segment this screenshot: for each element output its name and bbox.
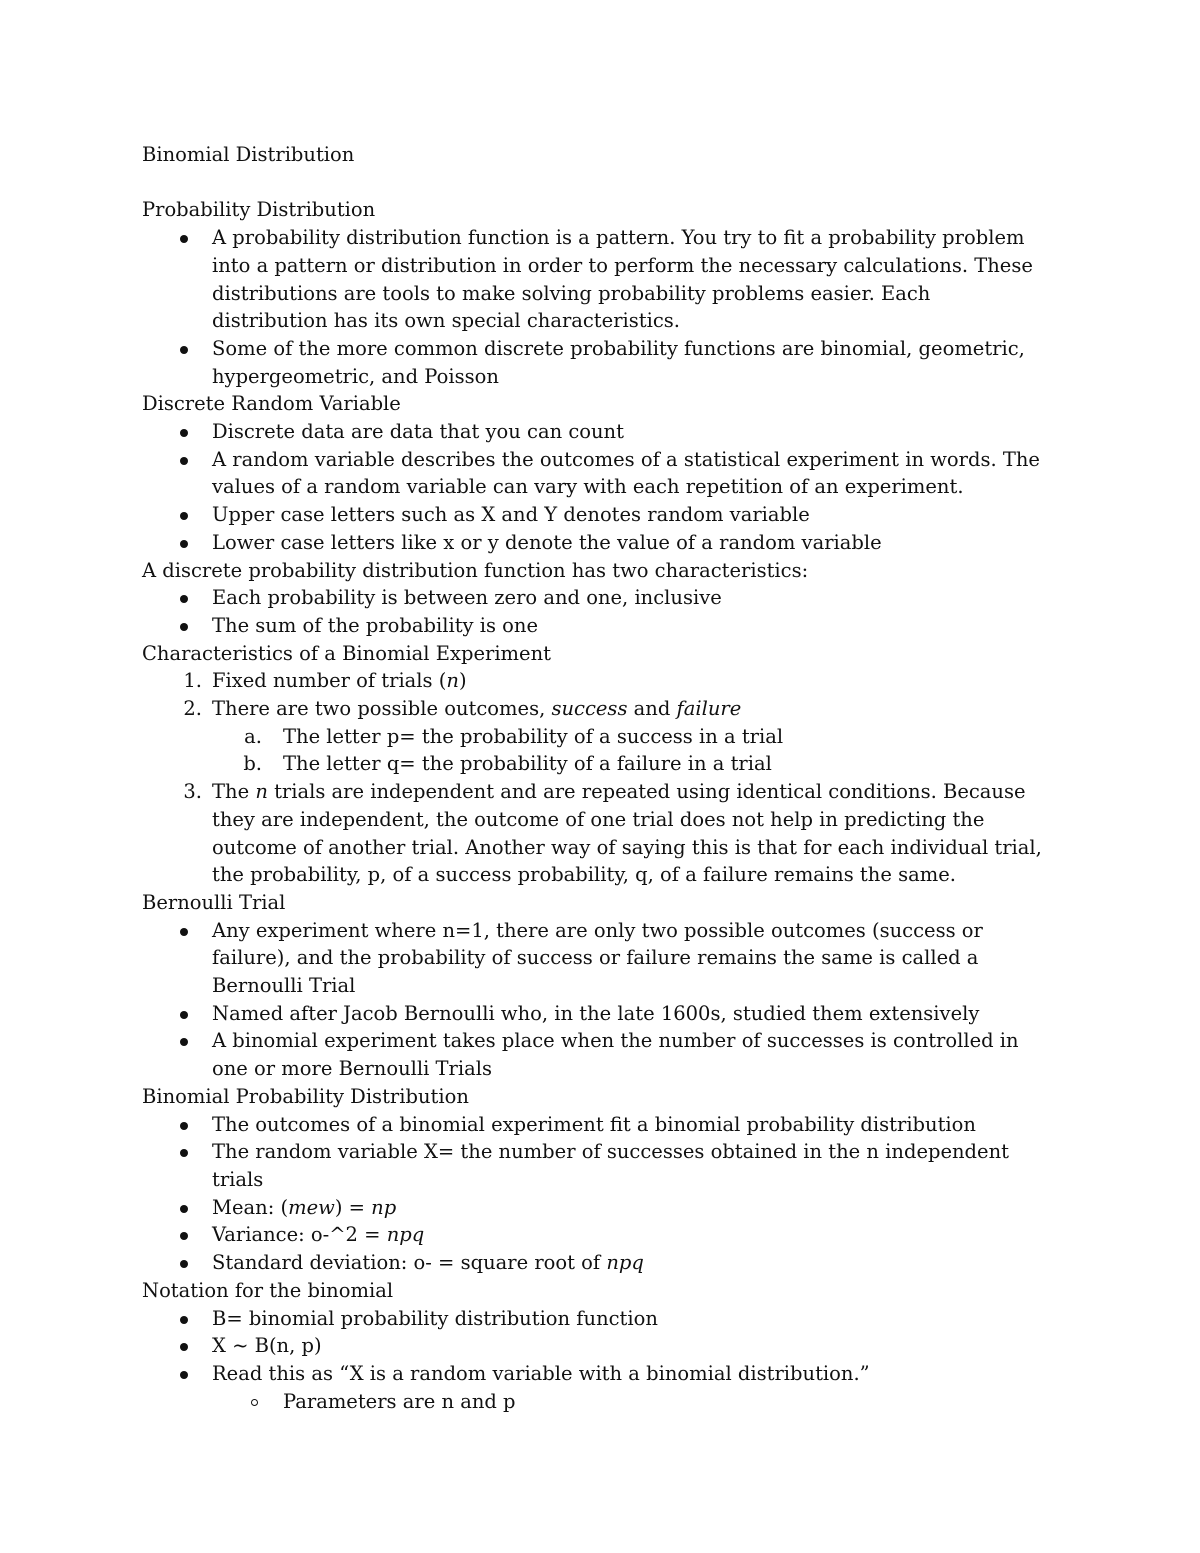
bullet-item [142,1194,1062,1222]
italic-var: n [255,780,268,804]
bullet-icon [180,1011,188,1019]
list-letter: b. [243,752,262,776]
bullet-icon [180,1371,188,1379]
text-run: The [212,780,256,804]
lettered-text-line: The letter q= the probability of a failure in a trial [283,752,772,776]
document-title: Binomial Distribution [142,143,355,166]
bullet-icon [180,429,188,437]
numbered-text-line [212,695,1062,723]
bullet-text-line: Named after Jacob Bernoulli who, in the late 1600s, studied them extensively [212,1001,980,1025]
text-run: ) = [334,1195,372,1219]
italic-var: n [446,669,459,693]
bullet-icon [180,595,188,603]
hollow-bullet-icon [251,1399,258,1406]
bullet-item [142,1221,1062,1249]
document-page [142,141,1062,1415]
bullet-item [142,501,1062,529]
bullet-text-line: distributions are tools to make solving probability problems easier. Each [212,281,931,305]
bullet-text-line: Each probability is between zero and one, inclusive [212,586,722,610]
bullet-item [142,1360,1062,1388]
heading-bernoulli-trial: Bernoulli Trial [142,890,286,914]
mean-formula-line [212,1194,1062,1222]
variance-formula-line [212,1221,1062,1249]
numbered-text-line [212,778,1062,806]
text-run: Standard deviation: o- = square root of [212,1251,607,1275]
text-run: There are two possible outcomes, [212,697,552,721]
bullet-item [142,1111,1062,1139]
bullet-item [142,917,1062,1000]
bullet-text-line: B= binomial probability distribution function [212,1306,658,1330]
numbered-text-line: outcome of another trial. Another way of saying this is that for each individual trial, [212,835,1042,859]
numbered-text-line [212,667,1062,695]
bullet-item [142,418,1062,446]
numbered-item [142,695,1062,723]
bullet-text-line: one or more Bernoulli Trials [212,1057,492,1081]
bullet-text-line: Read this as “X is a random variable with a binomial distribution.” [212,1361,870,1385]
bullet-item [142,584,1062,612]
bullet-icon [180,928,188,936]
bullet-item [142,446,1062,501]
bullet-text-line: into a pattern or distribution in order to perform the necessary calculations. These [212,253,1033,277]
bullet-item [142,1332,1062,1360]
bullet-text-line: values of a random variable can vary with each repetition of an experiment. [212,475,964,499]
numbered-item [142,667,1062,695]
bullet-text-line: Any experiment where n=1, there are only two possible outcomes (success or [212,918,983,942]
heading-dpdf-characteristics: A discrete probability distribution function has two characteristics: [142,558,809,582]
text-run: Variance: o-^2 = [212,1223,387,1247]
italic-var: np [371,1195,397,1219]
bullet-icon [180,1149,188,1157]
bullet-text-line: A random variable describes the outcomes of a statistical experiment in words. The [212,447,1040,471]
bullet-text-line: The sum of the probability is one [212,613,539,637]
bullet-item [142,612,1062,640]
heading-probability-distribution: Probability Distribution [142,198,376,222]
bullet-icon [180,540,188,548]
bullet-text-line: Discrete data are data that you can count [212,420,624,444]
bullet-text-line: failure), and the probability of success or failure remains the same is called a [212,946,979,970]
bullet-item [142,335,1062,390]
numbered-item [142,778,1062,889]
bullet-text-line: A binomial experiment takes place when the number of successes is controlled in [212,1029,1019,1053]
lettered-text-line: The letter p= the probability of a success in a trial [283,724,784,748]
bullet-text-line: Upper case letters such as X and Y denotes random variable [212,503,810,527]
text-run: Mean: ( [212,1195,289,1219]
bullet-item [142,1138,1062,1193]
heading-binomial-probability-distribution: Binomial Probability Distribution [142,1084,469,1108]
bullet-icon [180,1343,188,1351]
heading-discrete-random-variable: Discrete Random Variable [142,392,401,416]
sd-formula-line [212,1249,1062,1277]
italic-word: success [551,697,628,721]
list-number: 1. [183,669,202,693]
bullet-text-line: A probability distribution function is a pattern. You try to fit a probability problem [212,226,1025,250]
bullet-text-line: X ~ B(n, p) [212,1334,322,1358]
bullet-icon [180,1205,188,1213]
bullet-text-line: Lower case letters like x or y denote the value of a random variable [212,530,882,554]
italic-var: npq [386,1223,425,1247]
italic-word: failure [676,697,742,721]
numbered-text-line: the probability, p, of a success probability, q, of a failure remains the same. [212,863,956,887]
list-number: 2. [183,697,202,721]
bullet-item [142,1000,1062,1028]
bullet-item [142,529,1062,557]
bullet-icon [180,1122,188,1130]
bullet-icon [180,1232,188,1240]
bullet-text-line: trials [212,1168,264,1191]
sub-bullet-item [142,1388,1062,1416]
bullet-icon [180,235,188,243]
text-run: and [627,697,677,721]
numbered-text-line: they are independent, the outcome of one trial does not help in predicting the [212,807,985,831]
bullet-item [142,1249,1062,1277]
heading-binomial-experiment: Characteristics of a Binomial Experiment [142,641,551,665]
list-letter: a. [244,724,262,748]
bullet-text-line: The random variable X= the number of successes obtained in the n independent [212,1140,1009,1164]
text-run: trials are independent and are repeated using identical conditions. Because [267,780,1026,804]
bullet-icon [180,457,188,465]
lettered-item [142,723,1062,751]
sub-bullet-text-line: Parameters are n and p [283,1389,516,1413]
bullet-icon [180,1260,188,1268]
italic-var: npq [606,1251,644,1275]
list-number: 3. [183,780,202,804]
heading-notation: Notation for the binomial [142,1278,394,1302]
bullet-text-line: distribution has its own special characteristics. [212,309,680,333]
lettered-item [142,750,1062,778]
italic-var: mew [288,1195,335,1219]
bullet-icon [180,1316,188,1324]
bullet-icon [180,623,188,631]
text-run: ) [458,669,467,693]
bullet-text-line: Bernoulli Trial [212,974,356,998]
bullet-text-line: The outcomes of a binomial experiment fit a binomial probability distribution [212,1112,976,1136]
bullet-item [142,1027,1062,1082]
text-run: Fixed number of trials ( [212,669,447,693]
bullet-item [142,1305,1062,1333]
bullet-icon [180,346,188,354]
bullet-icon [180,1038,188,1046]
bullet-icon [180,512,188,520]
bullet-text-line: Some of the more common discrete probability functions are binomial, geometric, [212,336,1025,360]
bullet-item [142,224,1062,335]
bullet-text-line: hypergeometric, and Poisson [212,364,499,388]
